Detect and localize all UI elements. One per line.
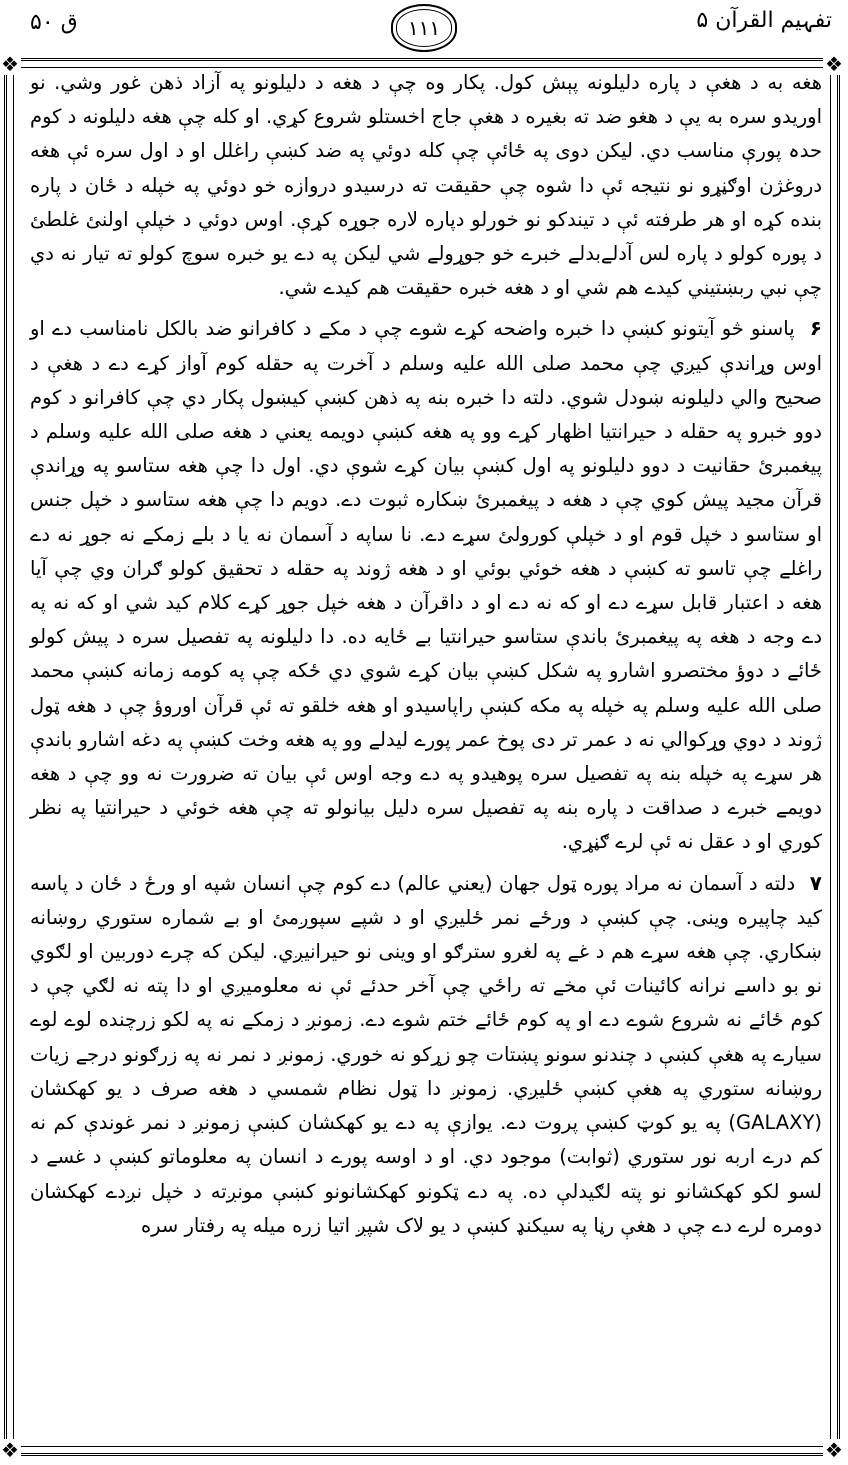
paragraph-text: دلته د آسمان نه مراد پوره ټول جهان (یعني عالم) دے کوم چې انسان شپه او ورځ د ځان د پاسه کید چاپیره وینی. چې کښې د ورځے نمر ځلیږي او د شپے سپوږمئ او بے شماره ستوري روښانه ښکاري. چې هغه سړے هم د غے په لغرو سترګو او وینی نو حیرانیږي. لیکن که چرے دوربین او لګوي نو بو داسے نرانه کائینات ئې مخے ته راځي چې آخر حدئے ئې نه معلومیږي او دا پته نه لګي چې د کوم ځائے نه شروع شوے دے او په کوم ځائے ختم شوے دے. زمونږ د زمکے نه په لکو زرچنده لوے لوے سیارے په هغې کښې د چندنو سونو پښتات چو زړکو نه خوري. زمونږ د نمر نه په زرګونو درجے زیات روښانه ستوري په هغې کښې ځلیږي. زمونږ دا ټول نظام شمسي د هغه صرف د یو کهکشان (GALAXY) په یو کوټ کښې پروت دے. یوازې په دے یو کهکشان کښې زمونږ د نمر غوندې کم نه کم درے اربه نور ستوري (ثوابت) موجود دي. او د اوسه پورے د انسان په معلوماتو کښې د غسے د لسو لکو کهکشانو نو پته لګیدلې ده. په دے ټکونو کهکشانونو کښې مونږته د خپل نږدے کهکشان دومره لرے دے چې د هغې رڼا په سیکنډ کښې د یو لاک شپږ اتیا زره میله په رفتار سره: [30, 871, 822, 1237]
paragraph: [30, 66, 822, 305]
page-number-cartouche: [391, 4, 457, 52]
corner-ornament-icon: ❖: [823, 53, 845, 75]
footnote-marker: ۷: [809, 870, 822, 895]
paragraph-text: پاسنو څو آیتونو کښې دا خبره واضحه کړے شوے چې د مکے د کافرانو ضد بالکل نامناسب دے او اوس وړاندې کیږي چې محمد صلی الله علیه وسلم د آخرت په حقله کوم آواز کړے دے د هغې د صحیح والي دلیلونه ښودل شوي. دلته دا خبره بنه په ذهن کښې کیښول پکار دي چې کافرانو د کوم دوو خبرو په حقله د حیرانتیا اظهار کړے وو په هغه کښې دویمه یعني د هغه صلی الله علیه وسلم د پیغمبرئ حقانیت د دوو دلیلونو په اول کښې بیان کړے شوې دي. اول دا چې هغه ستاسو په وړاندې قرآن مجید پیش کوي چې د هغه د پیغمبرئ ښکاره ثبوت دے. دویم دا چې هغه ستاسو د خپل جنس او ستاسو د خپل قوم او د خپلې کورولئ سړے دے. نا ساپه د آسمان نه یا د بلے زمکے نه جوړ نه دے راغلے چې تاسو ته کښې د هغه خوئي بوئي او د هغه ژوند په حقله د تحقیق کولو ګران وي چې آیا هغه د اعتبار قابل سړے دے او که نه دے او د داقرآن د هغه خپل جوړ کړے کلام کید شي او که نه په دے وجه د هغه په پیغمبرئ باندې ستاسو حیرانتیا بے ځایه ده. دا دلیلونه په تفصیل سره د پیش کولو ځائے د دوؤ مختصرو اشارو په شکل کښې بیان کړے شوي دي ځکه چې په کومه زمانه کښې محمد صلی الله علیه وسلم په خپله په مکه کښې راپاسیدو او هغه خلقو ته ئې قرآن اوروؤ چې د هغه ټول ژوند د دوي وړکوالي نه د عمر تر دی پوخ عمر پورے لیدلے وو په هغه وخت کښې په دغه اشارو باندې هر سړے په خپله بنه په تفصیل سره پوهیدو په دے وجه اوس ئې بیان ته ضرورت نه وو چې د هغه دویمے خبرے د صداقت د پاره بنه په تفصیل سره دلیل بیانولو ته چې هغه خوئي د حیرانتیا په نظر کوري او د عقل نه ئې لرے ګڼړي.: [30, 317, 822, 854]
paragraph: [30, 311, 822, 859]
corner-ornament-icon: ❖: [0, 53, 21, 75]
paragraph: [30, 866, 822, 1243]
page-header: [0, 0, 848, 60]
corner-ornament-icon: ❖: [0, 1439, 21, 1461]
corner-ornament-icon: ❖: [823, 1439, 845, 1461]
book-title: تفہیم القرآن ۵: [696, 8, 832, 33]
footnote-marker: ۶: [809, 316, 823, 341]
page-number: ۱۱۱: [407, 16, 441, 40]
commentary-body: [30, 66, 822, 1446]
surah-juz-label: ق ۵۰: [30, 10, 78, 35]
paragraph-text: هغه به د هغې د پاره دلیلونه پېش کول. پکار وه چې د هغه د دلیلونو په آزاد ذهن غور وشي. نو اوريدو سره به یې د هغو ضد ته بغیره د هغې جاج اخستلو شروع کړي. او کله چې هغه دلیلونه د کوم حدہ پورې مناسب دي. لیکن دوی په ځائې چې کله دوئي په ضد کښې راغلل او د اول سره ئې هغه دروغژن اوګڼړو نو نتیجه ئې دا شوه چې حقیقت ته درسیدو دروازه خو دوئي په خپله د ځان د پاره بنده کړه او هر طرفته ئې د تیندکو نو خورلو دپاره لاره جوړه کړې. اوس دوئي د خپلې اولنئ غلطئ د پوره کولو د پاره لس آدلےبدلے خبرے خو جوړولے شي لیکن په دے یو خبره سوچ کولو ته تیار نه دي چې نبي ربښتیني کیدے هم شي او د هغه خبره حقیقت هم کیدے شي.: [30, 71, 822, 300]
